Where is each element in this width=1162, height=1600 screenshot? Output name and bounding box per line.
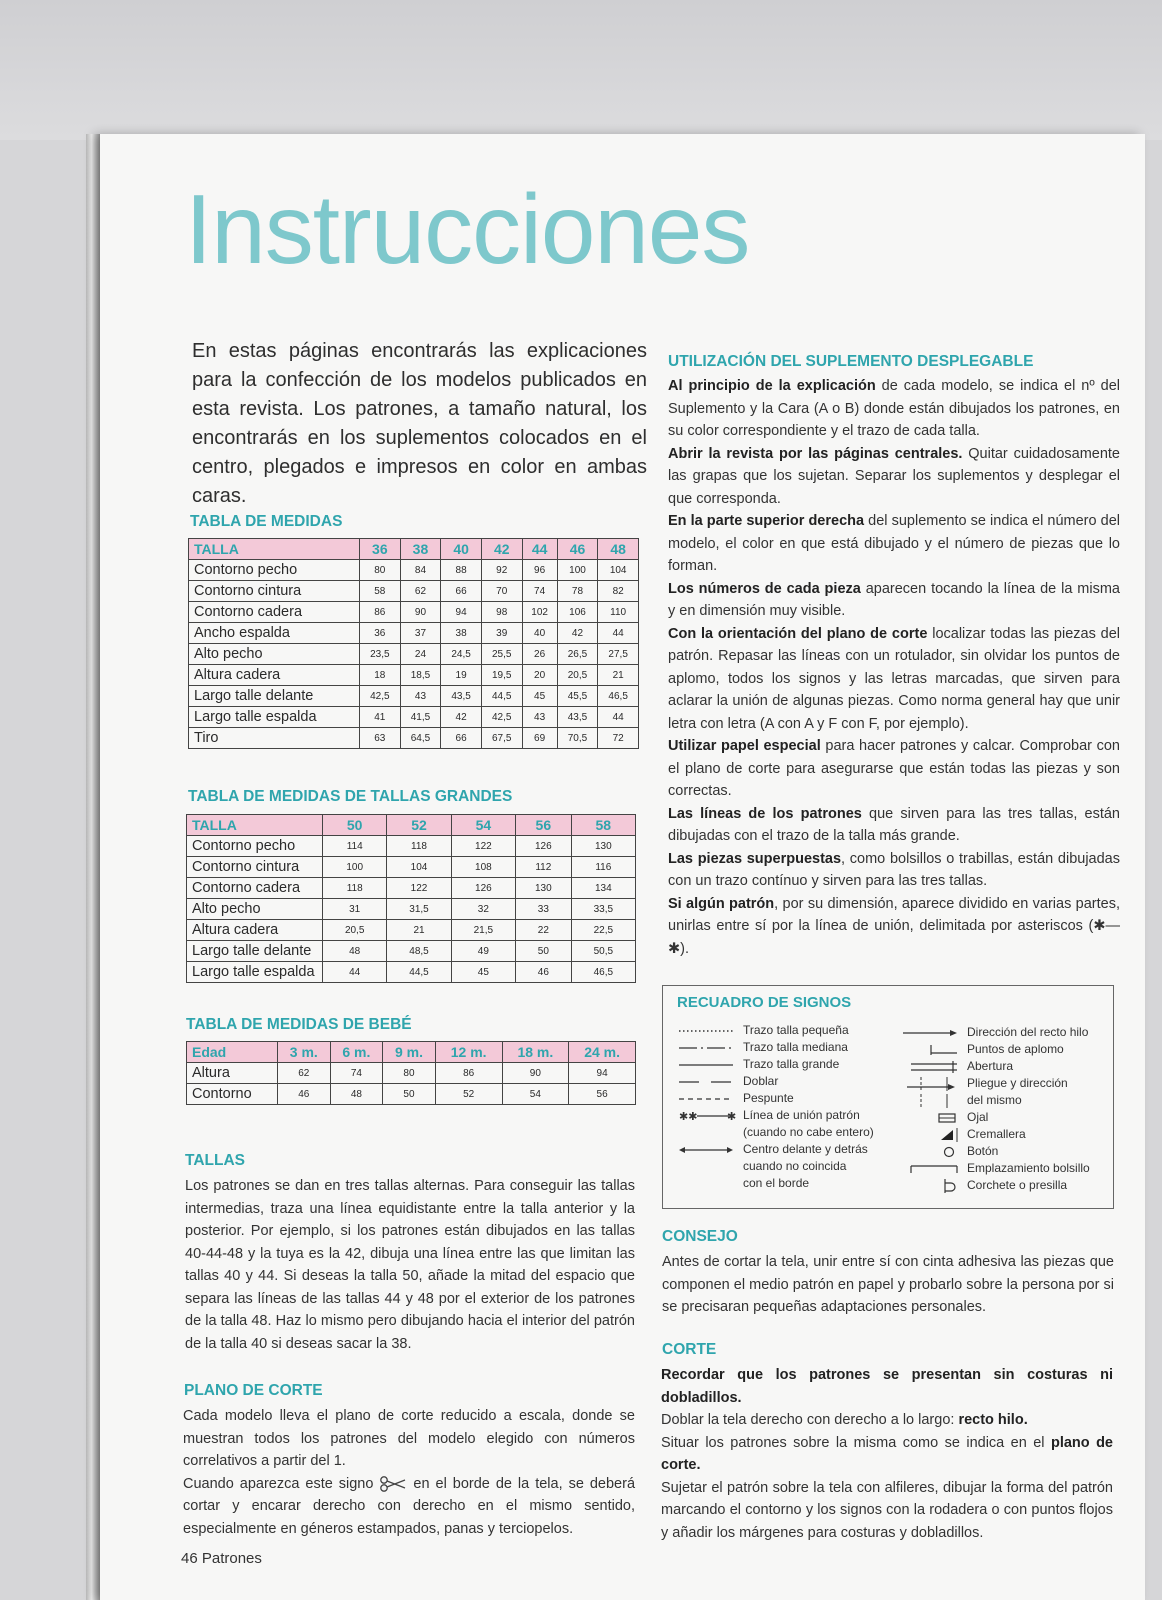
row-label: Contorno — [187, 1084, 278, 1105]
tabla-grandes-title: TABLA DE MEDIDAS DE TALLAS GRANDES — [188, 788, 513, 805]
plano-title: PLANO DE CORTE — [184, 1382, 323, 1399]
table-cell: 42,5 — [481, 707, 522, 728]
table-cell: 32 — [451, 899, 515, 920]
table-cell: 54 — [502, 1084, 569, 1105]
row-label: Alto pecho — [187, 899, 323, 920]
notch-point-icon — [901, 1043, 959, 1057]
table-cell: 21 — [387, 920, 451, 941]
svg-text:✱: ✱ — [727, 1110, 737, 1123]
tabla-medidas-title: TABLA DE MEDIDAS — [190, 513, 343, 530]
consejo-text: Antes de cortar la tela, unir entre sí con cinta adhesiva las piezas que componen el medio patrón en papel y probarlo sobre la persona por si se precisaran pequeñas adaptaciones personales. — [662, 1254, 1114, 1315]
table-cell: 21 — [598, 665, 639, 686]
table-cell: 22 — [516, 920, 572, 941]
signos-right: Dirección del recto hilo Puntos de aplomo Abertura Pliegue y dirección del mismo Ojal Cremallera Botón Emplazamiento bolsillo Corchete o presilla — [901, 1024, 1111, 1194]
header-size: 54 — [451, 815, 515, 836]
dotted-line-icon — [677, 1024, 735, 1038]
table-cell: 58 — [360, 581, 401, 602]
row-label: Largo talle espalda — [187, 962, 323, 983]
table-cell: 72 — [598, 728, 639, 749]
table-row — [187, 920, 636, 941]
header-label: Edad — [187, 1042, 278, 1063]
row-label: Alto pecho — [189, 644, 360, 665]
table-cell: 62 — [278, 1063, 331, 1084]
table-cell: 122 — [387, 878, 451, 899]
table-cell: 84 — [400, 560, 441, 581]
table-cell: 104 — [387, 857, 451, 878]
table-cell: 56 — [569, 1084, 636, 1105]
table-cell: 38 — [441, 623, 482, 644]
table-cell: 126 — [516, 836, 572, 857]
table-cell: 134 — [571, 878, 635, 899]
table-cell: 98 — [481, 602, 522, 623]
background-page — [0, 0, 1162, 140]
header-size: 42 — [481, 539, 522, 560]
table-cell: 74 — [330, 1063, 383, 1084]
table-cell: 96 — [522, 560, 557, 581]
table-cell: 94 — [441, 602, 482, 623]
header-size: 24 m. — [569, 1042, 636, 1063]
table-cell: 44,5 — [481, 686, 522, 707]
table-row — [189, 581, 639, 602]
corte-text: Recordar que los patrones se presentan sin costuras ni dobladillos. Doblar la tela derecho con derecho a lo largo: recto hilo. Situar los patrones sobre la misma como se indica en el plano de corte. Sujetar el patrón sobre la tela con alfileres, dibujar la forma del patrón marcando el contorno y los signos con la rodadera o con puntos flojos y añadir los márgenes para costuras y dobladillos. — [661, 1367, 1113, 1541]
table-cell: 100 — [557, 560, 598, 581]
table-cell: 42,5 — [360, 686, 401, 707]
suplemento-paragraph: Las piezas superpuestas, como bolsillos o trabillas, están dibujadas con un trazo contínuo y sirven para las tres tallas. — [668, 850, 1120, 889]
suplemento-paragraph: Las líneas de los patrones que sirven para las tres tallas, están dibujadas con el trazo de la talla más grande. — [668, 805, 1120, 844]
table-cell: 39 — [481, 623, 522, 644]
table-header-row — [189, 539, 639, 560]
table-cell: 20,5 — [323, 920, 387, 941]
table-cell: 45 — [522, 686, 557, 707]
table-header-row — [187, 1042, 636, 1063]
header-label: TALLA — [187, 815, 323, 836]
table-cell: 130 — [516, 878, 572, 899]
table-cell: 46 — [516, 962, 572, 983]
tabla-bebe — [186, 1041, 636, 1105]
table-row — [189, 665, 639, 686]
table-cell: 50,5 — [571, 941, 635, 962]
table-cell: 20,5 — [557, 665, 598, 686]
table-cell: 74 — [522, 581, 557, 602]
table-cell: 33,5 — [571, 899, 635, 920]
consejo-title: CONSEJO — [662, 1228, 738, 1245]
table-cell: 46,5 — [598, 686, 639, 707]
table-cell: 43,5 — [441, 686, 482, 707]
table-cell: 19,5 — [481, 665, 522, 686]
table-cell: 27,5 — [598, 644, 639, 665]
table-cell: 43,5 — [557, 707, 598, 728]
table-cell: 108 — [451, 857, 515, 878]
table-cell: 21,5 — [451, 920, 515, 941]
header-size: 48 — [598, 539, 639, 560]
table-cell: 63 — [360, 728, 401, 749]
page-spine — [86, 134, 100, 1600]
table-cell: 43 — [400, 686, 441, 707]
table-cell: 90 — [400, 602, 441, 623]
table-cell: 118 — [323, 878, 387, 899]
table-cell: 24,5 — [441, 644, 482, 665]
table-cell: 49 — [451, 941, 515, 962]
table-cell: 26,5 — [557, 644, 598, 665]
table-cell: 45 — [451, 962, 515, 983]
table-cell: 36 — [360, 623, 401, 644]
table-cell: 86 — [360, 602, 401, 623]
table-cell: 46 — [278, 1084, 331, 1105]
table-cell: 104 — [598, 560, 639, 581]
header-size: 9 m. — [383, 1042, 436, 1063]
plano-text: Cada modelo lleva el plano de corte reducido a escala, donde se muestran todos los patrones del modelo elegido con números correlativos a partir del 1. Cuando aparezca este signo en el borde de la tela, se deberá cortar y encarar derecho con derecho en el mismo sentido, especialmente en géneros estampados, panas y terciopelos. — [183, 1408, 636, 1537]
table-cell: 42 — [557, 623, 598, 644]
table-cell: 66 — [441, 581, 482, 602]
row-label: Contorno cintura — [187, 857, 323, 878]
header-size: 6 m. — [330, 1042, 383, 1063]
table-cell: 80 — [360, 560, 401, 581]
row-label: Ancho espalda — [189, 623, 360, 644]
page-number: 46 — [181, 1550, 198, 1567]
table-cell: 24 — [400, 644, 441, 665]
header-size: 52 — [387, 815, 451, 836]
table-row — [187, 962, 636, 983]
table-cell: 100 — [323, 857, 387, 878]
table-cell: 64,5 — [400, 728, 441, 749]
suplemento-paragraph: Abrir la revista por las páginas centrales. Quitar cuidadosamente las grapas que los sujetan. Separar los suplementos y desplegar el que corresponda. — [668, 445, 1120, 507]
table-cell: 37 — [400, 623, 441, 644]
table-row — [187, 941, 636, 962]
table-row — [189, 686, 639, 707]
table-cell: 43 — [522, 707, 557, 728]
row-label: Largo talle delante — [187, 941, 323, 962]
header-size: 58 — [571, 815, 635, 836]
signos-title: RECUADRO DE SIGNOS — [677, 994, 852, 1011]
table-cell: 116 — [571, 857, 635, 878]
row-label: Contorno pecho — [189, 560, 360, 581]
table-cell: 50 — [516, 941, 572, 962]
suplemento-paragraph: Los números de cada pieza aparecen tocando la línea de la misma y en dimensión muy visible. — [668, 580, 1120, 619]
table-cell: 41,5 — [400, 707, 441, 728]
table-cell: 25,5 — [481, 644, 522, 665]
row-label: Contorno cintura — [189, 581, 360, 602]
table-cell: 33 — [516, 899, 572, 920]
table-row — [187, 1084, 636, 1105]
table-row — [187, 857, 636, 878]
tabla-bebe-title: TABLA DE MEDIDAS DE BEBÉ — [186, 1016, 412, 1033]
row-label: Altura — [187, 1063, 278, 1084]
table-row — [187, 836, 636, 857]
suplemento-paragraph: Si algún patrón, por su dimensión, aparece dividido en varias partes, unirlas entre sí por la línea de unión, delimitada por asteriscos (✱—✱). — [668, 895, 1120, 957]
table-cell: 130 — [571, 836, 635, 857]
header-size: 46 — [557, 539, 598, 560]
tabla-medidas — [188, 538, 639, 749]
header-size: 18 m. — [502, 1042, 569, 1063]
header-size: 56 — [516, 815, 572, 836]
table-cell: 50 — [383, 1084, 436, 1105]
pocket-placement-icon — [901, 1162, 959, 1176]
row-label: Contorno pecho — [187, 836, 323, 857]
table-cell: 22,5 — [571, 920, 635, 941]
section-name: Patrones — [201, 1550, 262, 1567]
table-cell: 106 — [557, 602, 598, 623]
table-cell: 70,5 — [557, 728, 598, 749]
table-cell: 26 — [522, 644, 557, 665]
buttonhole-icon — [901, 1111, 959, 1125]
table-cell: 52 — [435, 1084, 502, 1105]
table-cell: 31 — [323, 899, 387, 920]
pleat-icon — [901, 1077, 959, 1091]
row-label: Largo talle delante — [189, 686, 360, 707]
header-size: 3 m. — [278, 1042, 331, 1063]
table-cell: 90 — [502, 1063, 569, 1084]
table-cell: 45,5 — [557, 686, 598, 707]
suplemento-paragraph: Con la orientación del plano de corte localizar todas las piezas del patrón. Repasar las líneas con un rotulador, sin olvidar los puntos de aplomo, todos los signos y las letras marcadas, que sirven para aclarar la unión de algunas piezas. Como norma general hay que unir letra con letra (A con A y F con F, por ejemplo). — [668, 625, 1121, 732]
header-size: 50 — [323, 815, 387, 836]
straight-grain-arrow-icon — [901, 1026, 959, 1040]
row-label: Contorno cadera — [187, 878, 323, 899]
page-footer — [181, 1550, 262, 1567]
table-row — [187, 899, 636, 920]
table-row — [189, 707, 639, 728]
opening-icon — [901, 1060, 959, 1074]
table-cell: 31,5 — [387, 899, 451, 920]
header-size: 44 — [522, 539, 557, 560]
table-cell: 122 — [451, 836, 515, 857]
header-size: 38 — [400, 539, 441, 560]
table-cell: 69 — [522, 728, 557, 749]
header-size: 36 — [360, 539, 401, 560]
tallas-title: TALLAS — [185, 1152, 245, 1169]
fold-line-icon — [677, 1075, 735, 1089]
table-cell: 23,5 — [360, 644, 401, 665]
table-cell: 102 — [522, 602, 557, 623]
suplemento-title: UTILIZACIÓN DEL SUPLEMENTO DESPLEGABLE — [668, 353, 1034, 370]
table-row — [187, 1063, 636, 1084]
suplemento-paragraph: Al principio de la explicación de cada modelo, se indica el nº del Suplemento y la Cara (A o B) donde están dibujados los patrones, en su color correspondiente y el trazo de cada talla. — [668, 378, 1120, 439]
table-cell: 48,5 — [387, 941, 451, 962]
table-cell: 46,5 — [571, 962, 635, 983]
suplemento-text — [668, 375, 1120, 960]
table-cell: 80 — [383, 1063, 436, 1084]
table-row — [187, 878, 636, 899]
header-size: 40 — [441, 539, 482, 560]
hook-icon — [901, 1179, 959, 1193]
tallas-text: Los patrones se dan en tres tallas alternas. Para conseguir las tallas intermedias, traza una línea equidistante entre la talla anterior y la posterior. Por ejemplo, si los patrones están dibujados en las tallas 40-44-48 y la tuya es la 42, dibuja una línea entre las que limitan las tallas 40 y 44. Si deseas la talla 50, añade la mitad del espacio que separa las líneas de las tallas 44 y 48 por el exterior de los patrones de la talla 48. Haz lo mismo pero dibujando hacia el interior del patrón de la talla 40 si deseas sacar la 38. — [185, 1178, 635, 1352]
table-cell: 110 — [598, 602, 639, 623]
table-cell: 94 — [569, 1063, 636, 1084]
dashed-line-icon — [677, 1092, 735, 1106]
table-cell: 44 — [598, 623, 639, 644]
table-cell: 70 — [481, 581, 522, 602]
table-cell: 86 — [435, 1063, 502, 1084]
suplemento-paragraph: En la parte superior derecha del suplemento se indica el número del modelo, el color en que está dibujado y el número de piezas que lo forman. — [668, 513, 1120, 574]
table-cell: 40 — [522, 623, 557, 644]
table-cell: 44 — [323, 962, 387, 983]
table-cell: 92 — [481, 560, 522, 581]
row-label: Largo talle espalda — [189, 707, 360, 728]
header-size: 12 m. — [435, 1042, 502, 1063]
table-cell: 41 — [360, 707, 401, 728]
table-cell: 18,5 — [400, 665, 441, 686]
table-row — [189, 623, 639, 644]
corte-title: CORTE — [662, 1341, 717, 1358]
svg-text:✱✱: ✱✱ — [679, 1110, 698, 1123]
row-label: Altura cadera — [189, 665, 360, 686]
table-header-row — [187, 815, 636, 836]
table-cell: 62 — [400, 581, 441, 602]
table-cell: 112 — [516, 857, 572, 878]
recuadro-signos — [662, 985, 1114, 1209]
page-title: Instrucciones — [185, 174, 750, 284]
table-row — [189, 644, 639, 665]
table-cell: 48 — [330, 1084, 383, 1105]
intro-paragraph: En estas páginas encontrarás las explicaciones para la confección de los modelos publicados en esta revista. Los patrones, a tamaño natural, los encontrarás en los suplementos colocados en el centro, plegados e impresos en color en ambas caras. — [192, 340, 647, 507]
table-cell: 78 — [557, 581, 598, 602]
table-cell: 66 — [441, 728, 482, 749]
table-cell: 18 — [360, 665, 401, 686]
row-label: Tiro — [189, 728, 360, 749]
button-icon — [901, 1145, 959, 1159]
table-cell: 126 — [451, 878, 515, 899]
solid-line-icon — [677, 1058, 735, 1072]
table-cell: 48 — [323, 941, 387, 962]
table-cell: 44,5 — [387, 962, 451, 983]
table-row — [189, 602, 639, 623]
table-row — [189, 728, 639, 749]
dash-dot-line-icon — [677, 1041, 735, 1055]
suplemento-paragraph: Utilizar papel especial para hacer patrones y calcar. Comprobar con el plano de corte para asegurarse que están todas las piezas y son correctas. — [668, 738, 1120, 799]
table-cell: 118 — [387, 836, 451, 857]
tabla-tallas-grandes — [186, 814, 636, 983]
table-row — [189, 560, 639, 581]
signos-left: Trazo talla pequeña Trazo talla mediana Trazo talla grande Doblar Pespunte ✱✱ ✱ Línea de unión patrón (cuando no cabe entero) Centro delante y detrás cuando no coincida con el borde — [679, 1023, 874, 1190]
table-cell: 20 — [522, 665, 557, 686]
asterisk-line-icon — [677, 1109, 735, 1123]
table-cell: 82 — [598, 581, 639, 602]
row-label: Contorno cadera — [189, 602, 360, 623]
zipper-icon — [901, 1128, 959, 1142]
table-cell: 42 — [441, 707, 482, 728]
table-cell: 44 — [598, 707, 639, 728]
table-cell: 19 — [441, 665, 482, 686]
row-label: Altura cadera — [187, 920, 323, 941]
table-cell: 88 — [441, 560, 482, 581]
table-cell: 67,5 — [481, 728, 522, 749]
table-cell: 114 — [323, 836, 387, 857]
double-arrow-icon — [677, 1143, 735, 1157]
scissors-icon — [379, 1476, 407, 1492]
header-label: TALLA — [189, 539, 360, 560]
